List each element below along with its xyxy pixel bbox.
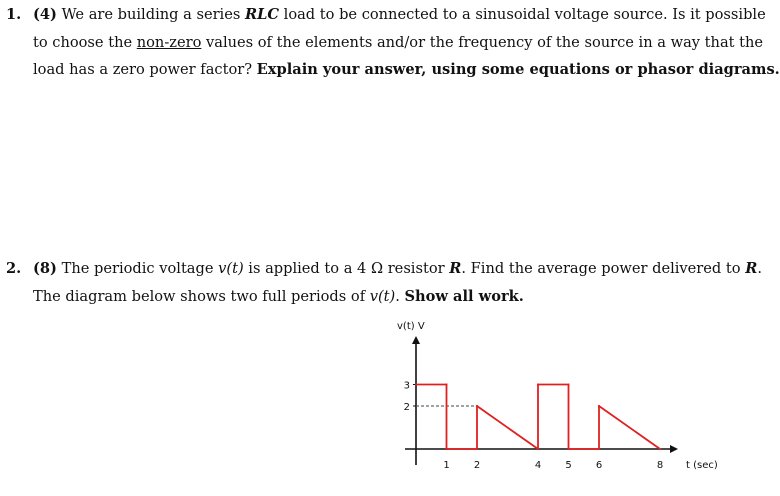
x-tick-label: 4 bbox=[534, 460, 542, 471]
x-tick-label: 6 bbox=[595, 460, 603, 471]
y-axis-arrow bbox=[412, 336, 420, 344]
question-points: (8) bbox=[33, 260, 57, 277]
question-text: We are building a series bbox=[61, 6, 245, 23]
question-text: values of the elements and/or the frequency of the source in a way that the bbox=[201, 33, 764, 51]
waveform-segment bbox=[599, 406, 660, 449]
question-points: (4) bbox=[33, 6, 57, 23]
y-axis-label: v(t) V bbox=[397, 321, 425, 332]
x-tick-label: 8 bbox=[656, 460, 664, 471]
r-symbol: R bbox=[745, 260, 758, 277]
x-axis-label: t (sec) bbox=[686, 460, 718, 471]
x-tick-label: 5 bbox=[565, 460, 572, 471]
question-instruction: Explain your answer, using some equations or phasor diagrams. bbox=[256, 61, 780, 78]
vt-symbol: v(t) bbox=[218, 260, 244, 277]
r-symbol: R bbox=[449, 260, 462, 277]
question-instruction: Show all work. bbox=[404, 287, 524, 305]
waveform-segment bbox=[477, 406, 538, 449]
non-zero-term: non-zero bbox=[136, 33, 202, 51]
x-axis-arrow bbox=[670, 445, 678, 453]
vt-symbol: v(t) bbox=[369, 287, 396, 305]
question-number: 1. bbox=[6, 6, 22, 23]
y-tick-label: 3 bbox=[403, 380, 410, 392]
question-text: . bbox=[395, 287, 405, 305]
chart-axes bbox=[404, 336, 678, 471]
question-text: load has a zero power factor? bbox=[33, 61, 257, 78]
question-text: The diagram below shows two full periods of bbox=[33, 287, 370, 305]
question-text: is applied to a 4 Ω resistor bbox=[243, 260, 450, 277]
question-text: . bbox=[757, 260, 762, 277]
x-tick-label: 2 bbox=[473, 460, 481, 471]
question-text: The periodic voltage bbox=[61, 260, 219, 277]
question-text: load to be connected to a sinusoidal voltage source. Is it possible bbox=[279, 6, 766, 23]
chart-marks bbox=[416, 385, 660, 450]
y-tick-label: 2 bbox=[403, 402, 410, 413]
question-text: . Find the average power delivered to bbox=[461, 260, 746, 277]
x-tick-label: 1 bbox=[443, 460, 450, 471]
rlc-term: RLC bbox=[245, 6, 280, 23]
question-number: 2. bbox=[6, 260, 22, 277]
question-text: to choose the bbox=[33, 33, 137, 51]
